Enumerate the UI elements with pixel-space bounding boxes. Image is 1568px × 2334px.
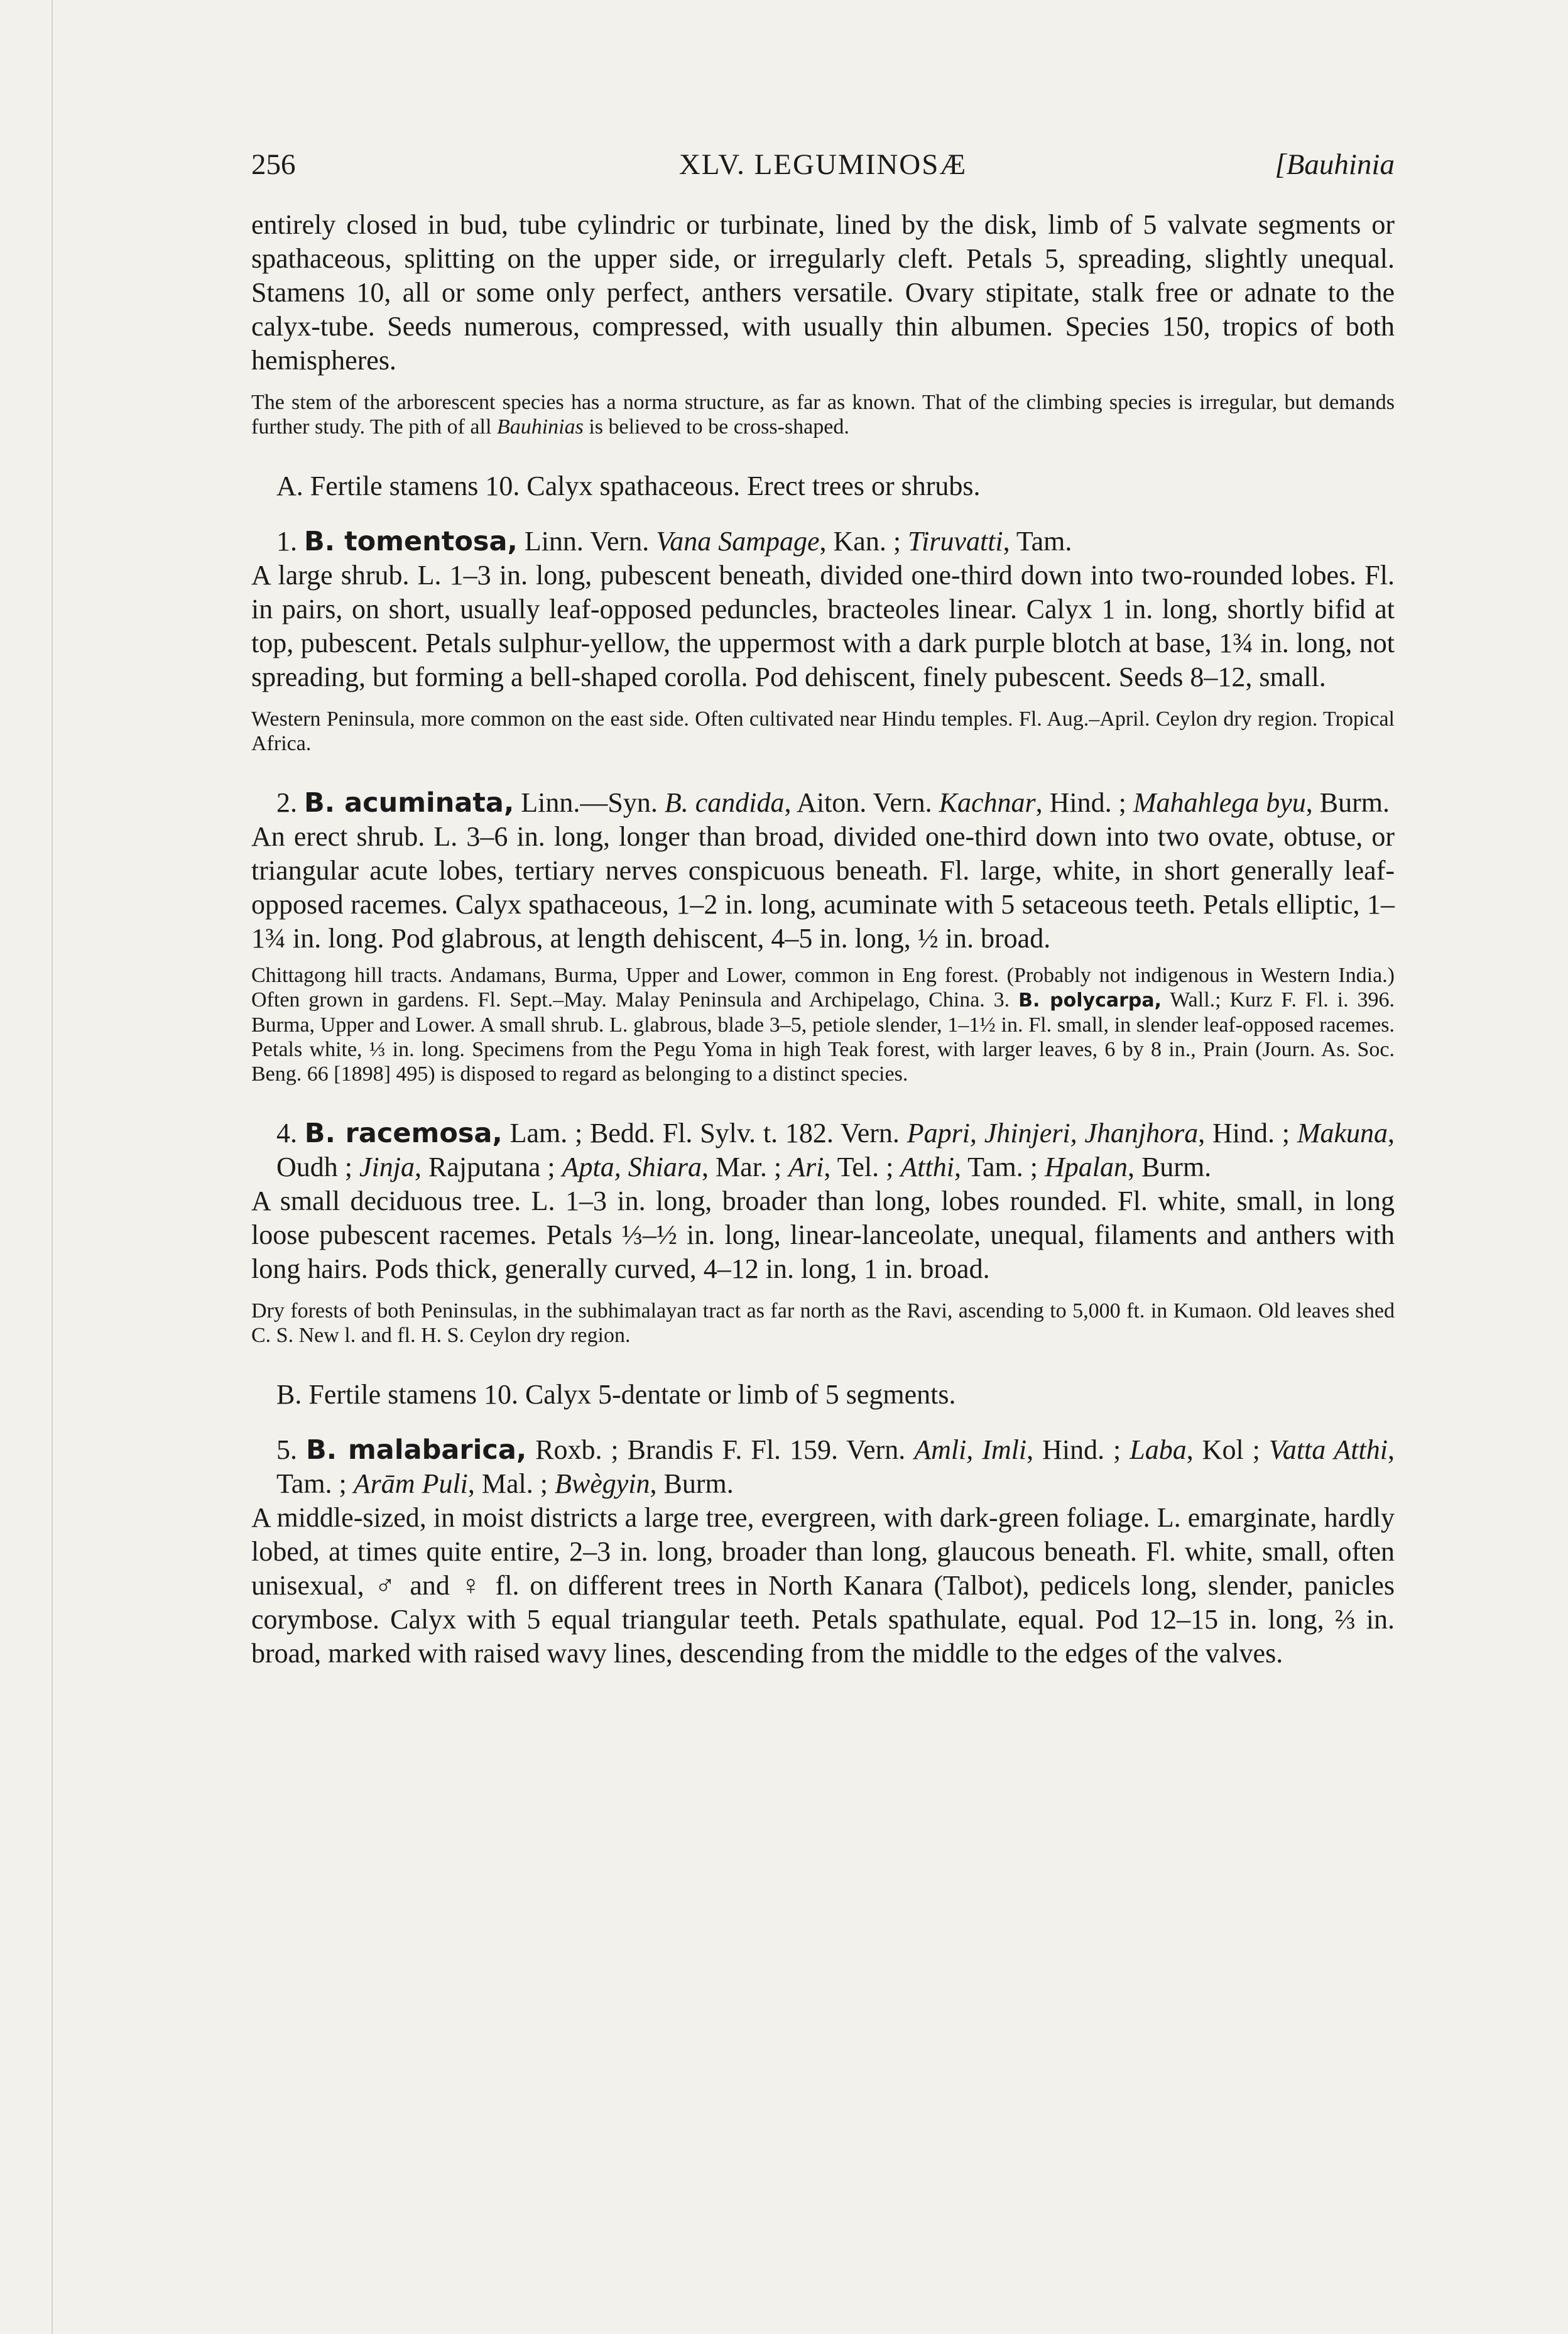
book-page — [251, 148, 1395, 1671]
page-number: 256 — [251, 148, 296, 181]
vernacular-name: Mahahlega byu — [1133, 787, 1306, 818]
genus-note — [251, 390, 1395, 439]
species-text: , Burm. — [650, 1468, 734, 1499]
species-text: , Tam. — [1003, 526, 1072, 557]
genus-running-title: [Bauhinia — [1275, 148, 1395, 181]
species-description: A small deciduous tree. L. 1–3 in. long, broader than long, lobes rounded. Fl. white, small, in long loose pubescent racemes. Petals ⅓–½ in. long, linear-lanceolate, unequal, filaments and anthers with long hairs. Pods thick, generally curved, 4–12 in. long, 1 in. broad. — [251, 1186, 1395, 1284]
species-distribution: Western Peninsula, more common on the east side. Often cultivated near Hindu temples. Fl. Aug.–April. Ceylon dry region. Tropical Africa. — [251, 707, 1395, 755]
page-edge-line — [52, 0, 53, 2334]
species-name: B. acuminata, — [304, 787, 514, 819]
family-title: XLV. LEGUMINOSÆ — [678, 148, 967, 181]
vernacular-name: Atthi — [900, 1152, 954, 1182]
species-heading — [251, 525, 1395, 559]
species-heading — [251, 1116, 1395, 1184]
species-text: , Burm. — [1305, 787, 1390, 818]
vernacular-name: Ari — [788, 1152, 824, 1182]
species-distribution: Dry forests of both Peninsulas, in the subhimalayan tract as far north as the Ravi, ascending to 5,000 ft. in Kumaon. Old leaves shed C. S. New l. and fl. H. S. Ceylon dry region. — [251, 1299, 1395, 1347]
species-text: , Kan. ; — [819, 526, 908, 557]
species-description: An erect shrub. L. 3–6 in. long, longer than broad, divided one-third down into two ovate, obtuse, or triangular acute lobes, tertiary nerves conspicuous beneath. Fl. large, white, in short generally leaf-opposed racemes. Calyx spathaceous, 1–2 in. long, acuminate with 5 setaceous teeth. Petals elliptic, 1–1¾ in. long. Pod glabrous, at length dehiscent, 4–5 in. long, ½ in. broad. — [251, 821, 1395, 954]
vernacular-name: Laba — [1130, 1434, 1187, 1465]
genus-description: entirely closed in bud, tube cylindric or turbinate, lined by the disk, limb of 5 valvate segments or spathaceous, splitting on the upper side, or irregularly cleft. Petals 5, spreading, slightly unequal. Stamens 10, all or some only perfect, anthers versatile. Ovary stipitate, stalk free or adnate to the calyx-tube. Seeds numerous, compressed, with usually thin albumen. Species 150, tropics of both hemispheres. — [251, 209, 1395, 376]
species-name-small: B. polycarpa, — [1018, 990, 1162, 1012]
vernacular-name: Apta, Shiara — [562, 1152, 702, 1182]
species-number: 1. — [276, 526, 297, 557]
species-description: A middle-sized, in moist districts a large tree, evergreen, with dark-green foliage. L. emarginate, hardly lobed, at times quite entire, 2–3 in. long, broader than long, glaucous beneath. Fl. white, small, often unisexual, ♂ and ♀ fl. on different trees in North Kanara (Talbot), pedicels long, slender, panicles corymbose. Calyx with 5 equal triangular teeth. Petals spathulate, equal. Pod 12–15 in. long, ⅔ in. broad, marked with raised wavy lines, descending from the middle to the edges of the valves. — [251, 1502, 1395, 1669]
species-text: , Hind. ; — [1035, 787, 1133, 818]
distribution-text: Chittagong hill tracts. Andamans, Burma, Upper and Lower, common in Eng forest. (Probably not indigenous in Western India.) Often grown in gardens. Fl. Sept.–May. Malay Peninsula and Archipelago, China. 3. — [251, 964, 1395, 1012]
species-text: , Aiton. Vern. — [784, 787, 939, 818]
section-a-heading: A. Fertile stamens 10. Calyx spathaceous. Erect trees or shrubs. — [276, 471, 981, 501]
species-text: , Tel. ; — [824, 1152, 901, 1182]
genus-note-text: The stem of the arborescent species has a norma structure, as far as known. That of the climbing species is irregular, but demands further study. The pith of all — [251, 391, 1395, 439]
species-number: 5. — [276, 1434, 297, 1465]
species-authority: Linn.—Syn. — [514, 787, 665, 818]
species-text: , Hind. ; — [1026, 1434, 1130, 1465]
genus-note-italic: Bauhinias — [496, 415, 584, 439]
species-name: B. malabarica, — [305, 1434, 527, 1466]
species-text: , Mal. ; — [467, 1468, 555, 1499]
species-distribution — [251, 963, 1395, 1086]
vernacular-name: Hpalan — [1044, 1152, 1128, 1182]
vernacular-name: Papri, Jhinjeri, Jhanjhora — [906, 1118, 1199, 1148]
species-text: , Mar. ; — [702, 1152, 789, 1182]
species-text: , Tam. ; — [276, 1434, 1395, 1499]
species-description: A large shrub. L. 1–3 in. long, pubescent beneath, divided one-third down into two-rounded lobes. Fl. in pairs, on short, usually leaf-opposed peduncles, bracteoles linear. Calyx 1 in. long, shortly bifid at top, pubescent. Petals sulphur-yellow, the uppermost with a dark purple blotch at base, 1¾ in. long, not spreading, but forming a bell-shaped corolla. Pod dehiscent, finely pubescent. Seeds 8–12, small. — [251, 560, 1395, 692]
vernacular-name: Arām Puli — [353, 1468, 468, 1499]
species-heading — [251, 786, 1395, 820]
vernacular-name: Kachnar — [939, 787, 1036, 818]
vernacular-name: Vana Sampage — [656, 526, 820, 557]
vernacular-name: Makuna — [1297, 1118, 1388, 1148]
species-text: , Oudh ; — [276, 1118, 1395, 1182]
species-text: , Kol ; — [1186, 1434, 1269, 1465]
vernacular-name: Amli, Imli — [914, 1434, 1027, 1465]
species-authority: Lam. ; Bedd. Fl. Sylv. t. 182. Vern. — [502, 1118, 907, 1148]
section-b-heading: B. Fertile stamens 10. Calyx 5-dentate or limb of 5 segments. — [276, 1379, 956, 1410]
vernacular-name: Tiruvatti — [908, 526, 1003, 557]
running-header — [251, 148, 1395, 192]
vernacular-name: Vatta Atthi — [1268, 1434, 1388, 1465]
species-text: , Hind. ; — [1198, 1118, 1297, 1148]
vernacular-name: Jinja — [359, 1152, 415, 1182]
synonym-name: B. candida — [664, 787, 785, 818]
genus-note-text-end: is believed to be cross-shaped. — [583, 415, 849, 439]
species-name: B. racemosa, — [304, 1118, 503, 1149]
species-number: 4. — [276, 1118, 297, 1148]
vernacular-name: Bwègyin — [555, 1468, 650, 1499]
species-heading — [251, 1433, 1395, 1501]
distribution-text-end: Wall.; Kurz F. Fl. i. 396. Burma, Upper and Lower. A small shrub. L. glabrous, blade 3–5, petiole slender, 1–1½ in. Fl. small, in slender leaf-opposed racemes. Petals white, ⅓ in. long. Specimens from the Pegu Yoma in high Teak forest, with larger leaves, 6 by 8 in., Prain (Journ. As. Soc. Beng. 66 [1898] 495) is disposed to regard as belonging to a distinct species. — [251, 988, 1395, 1086]
species-name: B. tomentosa, — [304, 526, 518, 557]
species-text: , Tam. ; — [954, 1152, 1045, 1182]
species-text: , Rajputana ; — [414, 1152, 562, 1182]
species-authority: Linn. Vern. — [517, 526, 656, 557]
species-text: , Burm. — [1127, 1152, 1212, 1182]
species-number: 2. — [276, 787, 297, 818]
species-authority: Roxb. ; Brandis F. Fl. 159. Vern. — [526, 1434, 915, 1465]
